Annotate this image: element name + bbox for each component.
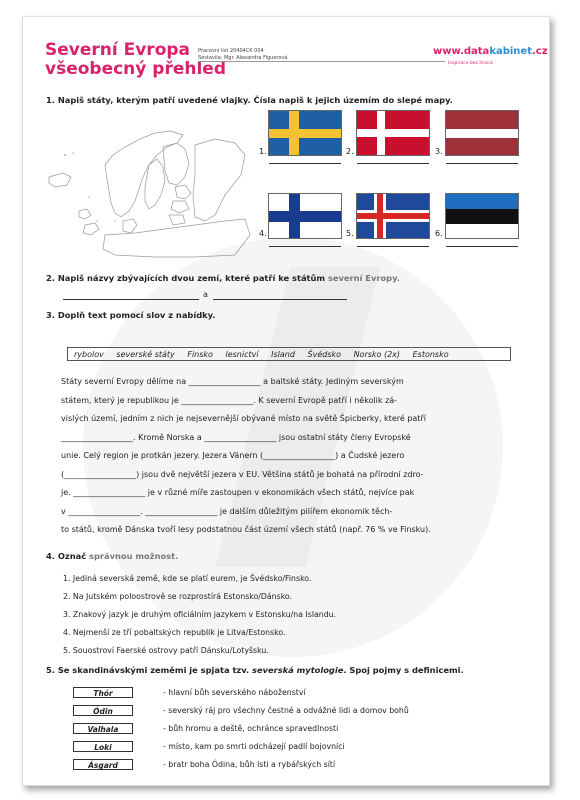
worksheet-info [198, 48, 287, 62]
choice-item[interactable]: 4. Nejmenší ze tří pobaltských republik je Litva/Estonsko. [63, 628, 286, 637]
finland-flag [268, 193, 342, 239]
choice-item[interactable]: 5. Souostroví Faerské ostrovy patří Dánsku/Lotyšsku. [63, 646, 269, 655]
question-5 [46, 665, 464, 675]
term-box[interactable]: Ódin [73, 705, 133, 716]
question-1: 1. Napiš státy, kterým patří uvedené vlajky. Čísla napiš k jejich územím do slepé mapy. [46, 95, 453, 105]
answer-line[interactable] [446, 163, 518, 164]
sweden-flag [268, 110, 342, 156]
choice-item[interactable]: 2. Na Jutském poloostrově se rozprostírá Estonsko/Dánsko. [63, 592, 293, 601]
title-line-2: všeobecný přehled [45, 59, 226, 79]
flag-number: 2. [346, 147, 354, 156]
question-5-text-end: . Spoj pojmy s definicemi. [343, 665, 464, 675]
answer-line[interactable] [269, 246, 341, 247]
cloze-line: (__________________) jsou dvě největší jezera v EU. Většina států je bohatá na přírodní zdro- [61, 469, 424, 479]
word-bank-item: lesnictví [225, 350, 259, 359]
brand-suffix: .cz [531, 46, 548, 57]
worksheet-page [22, 16, 550, 786]
estonia-flag [445, 193, 519, 239]
answer-line[interactable] [213, 299, 347, 300]
worksheet-author: Sestavila: Mgr. Alexandra Figuerová [198, 55, 288, 61]
cloze-line: v __________________. __________________ je dalším důležitým pilířem ekonomik těch- [61, 506, 393, 516]
answer-line[interactable] [357, 163, 429, 164]
choice-item[interactable]: 3. Znakový jazyk je druhým oficiálním jazykem v Estonsku/na Islandu. [63, 610, 337, 619]
question-4 [46, 551, 178, 561]
term-box[interactable]: Thór [73, 687, 133, 698]
header-divider [198, 61, 445, 62]
cloze-line: státem, který je republikou je __________________. K severní Evropě patří i několik zá- [61, 395, 398, 405]
question-2 [46, 273, 400, 283]
question-3: 3. Doplň text pomocí slov z nabídky. [46, 310, 216, 320]
brand-prefix: www.data [433, 46, 490, 57]
brand-logo [433, 46, 548, 57]
word-bank-item: Island [271, 350, 295, 359]
blank-map-northern-europe [45, 125, 255, 260]
question-2-text: 2. Napiš názvy zbývajících dvou zemí, které patří ke státům [46, 273, 328, 283]
term-box[interactable]: Loki [73, 741, 133, 752]
flag-number: 4. [259, 229, 267, 238]
definition[interactable]: - hlavní bůh severského náboženství [163, 688, 306, 697]
cloze-line: __________________. Kromě Norska a __________________ jsou ostatní státy členy Evropské [61, 432, 411, 442]
denmark-flag [356, 110, 430, 156]
flag-number: 1. [259, 147, 267, 156]
word-bank [67, 347, 511, 361]
word-bank-item: rybolov [74, 350, 104, 359]
word-bank-item: Norsko (2x) [353, 350, 401, 359]
choice-item[interactable]: 1. Jediná severská země, kde se platí eurem, je Švédsko/Finsko. [63, 574, 312, 583]
iceland-flag [356, 193, 430, 239]
question-2-highlight: severní Evropy. [327, 273, 400, 283]
term-box[interactable]: Ásgard [73, 759, 133, 770]
definition[interactable]: - bůh hromu a deště, ochránce spravedlnosti [163, 724, 339, 733]
word-bank-item: severské státy [116, 350, 175, 359]
cloze-line: unie. Celý region je protkán jezery. Jezera Vänern (__________________) a Čudské jezero [61, 451, 405, 460]
word-bank-item: Estonsko [412, 350, 449, 359]
cloze-text [61, 373, 521, 540]
answer-line[interactable] [269, 163, 341, 164]
conjunction: a [203, 290, 208, 299]
term-box[interactable]: Valhala [73, 723, 133, 734]
question-4-text: 4. Označ [46, 551, 90, 561]
question-4-highlight: správnou možnost. [89, 551, 179, 561]
word-bank-item: Švédsko [307, 350, 342, 359]
worksheet-code: Pracovní list 20404CK 004 [198, 48, 264, 54]
definition[interactable]: - bratr boha Ódina, bůh lsti a rybářských sítí [163, 760, 336, 769]
cloze-line: to států, kromě Dánska tvoří lesy podstatnou část území všech států (např. 76 % ve Finsku). [61, 525, 431, 534]
cloze-line: vislých území, jedním z nich je nejsevernější obývané místo na světě Špicberky, které patří [61, 414, 426, 423]
flag-number: 3. [435, 147, 443, 156]
answer-line[interactable] [357, 246, 429, 247]
cloze-line: je. __________________ je v různé míře zastoupen v ekonomikách všech států, nejvíce pak [61, 488, 415, 497]
latvia-flag [445, 110, 519, 156]
definition[interactable]: - místo, kam po smrti odcházejí padlí bojovníci [163, 742, 345, 751]
answer-line[interactable] [446, 246, 518, 247]
brand-main: kabinet [489, 46, 532, 57]
cloze-line: Státy severní Evropy dělíme na __________________ a baltské státy. Jediným severským [61, 377, 404, 386]
question-5-term: severská mytologie [252, 665, 344, 675]
brand-slogan: Inspirace bez hranic [448, 61, 494, 66]
title-line-1: Severní Evropa [45, 40, 191, 60]
definition[interactable]: - severský ráj pro všechny čestné a odvážné lidi a domov bohů [163, 706, 409, 715]
question-5-text: 5. Se skandinávskými zeměmi je spjata tzv. [46, 665, 253, 675]
flag-number: 6. [435, 229, 443, 238]
answer-line[interactable] [63, 299, 199, 300]
flag-number: 5. [346, 229, 354, 238]
word-bank-item: Finsko [187, 350, 213, 359]
